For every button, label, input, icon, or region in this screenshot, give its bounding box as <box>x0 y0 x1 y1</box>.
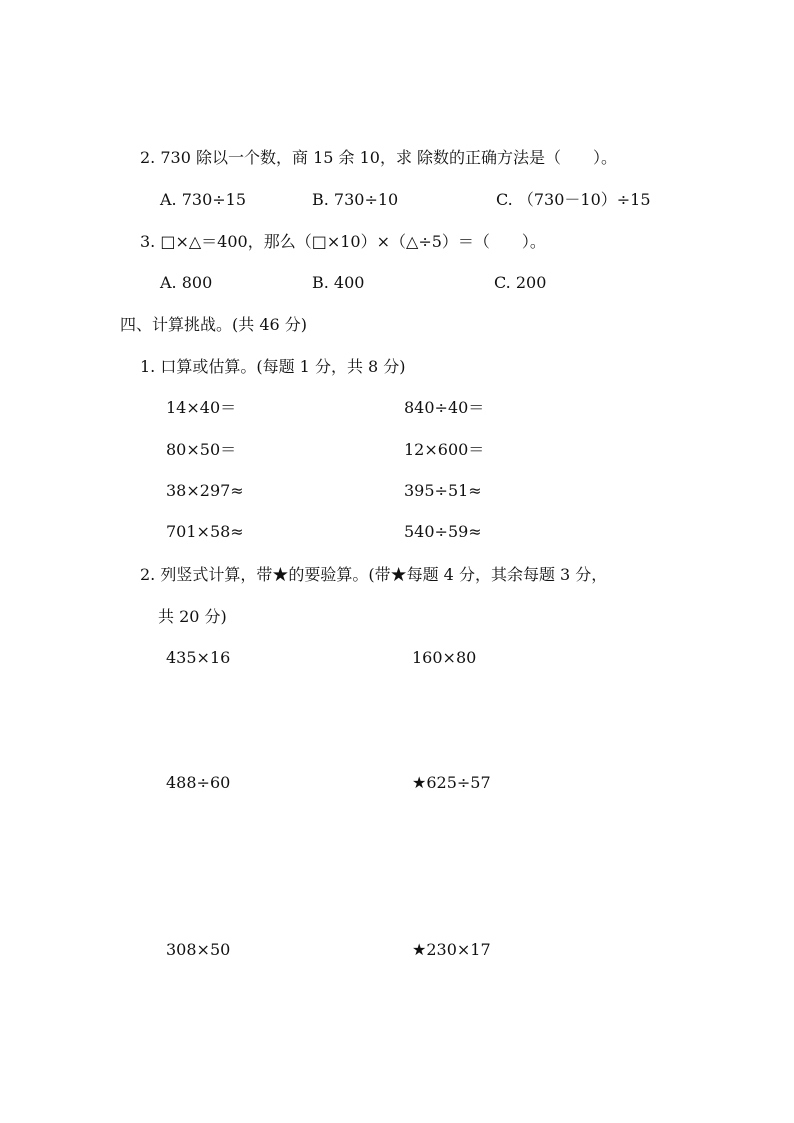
oral-item-5: 38×297≈ <box>166 481 244 500</box>
part-2-title-line-1: 2. 列竖式计算，带★的要验算。(带★每题 4 分，其余每题 3 分， <box>140 565 608 584</box>
vertical-calc-item-1: 435×16 <box>166 648 231 667</box>
question-2-option-b: B. 730÷10 <box>312 190 399 209</box>
oral-item-6: 395÷51≈ <box>404 481 482 500</box>
vertical-calc-item-6: ★230×17 <box>412 940 491 959</box>
oral-item-8: 540÷59≈ <box>404 522 482 541</box>
vertical-calc-item-2: 160×80 <box>412 648 477 667</box>
question-2-option-c: C. （730－10）÷15 <box>496 190 651 209</box>
part-2-title-line-2: 共 20 分) <box>158 607 227 626</box>
question-3-option-c: C. 200 <box>494 273 547 292</box>
oral-item-1: 14×40＝ <box>166 398 237 417</box>
oral-item-7: 701×58≈ <box>166 522 244 541</box>
section-4-heading: 四、计算挑战。(共 46 分) <box>120 315 308 334</box>
question-2-option-a: A. 730÷15 <box>160 190 247 209</box>
vertical-calc-item-3: 488÷60 <box>166 773 231 792</box>
vertical-calc-item-5: 308×50 <box>166 940 231 959</box>
part-1-title: 1. 口算或估算。(每题 1 分，共 8 分) <box>140 357 406 376</box>
oral-item-3: 80×50＝ <box>166 440 237 459</box>
oral-item-2: 840÷40＝ <box>404 398 485 417</box>
question-3-option-a: A. 800 <box>160 273 213 292</box>
question-3-option-b: B. 400 <box>312 273 365 292</box>
question-2-stem: 2. 730 除以一个数，商 15 余 10，求 除数的正确方法是（ ）。 <box>140 148 618 167</box>
question-3-stem: 3. □×△＝400，那么（□×10）×（△÷5）＝（ ）。 <box>140 232 546 251</box>
vertical-calc-item-4: ★625÷57 <box>412 773 491 792</box>
oral-item-4: 12×600＝ <box>404 440 485 459</box>
